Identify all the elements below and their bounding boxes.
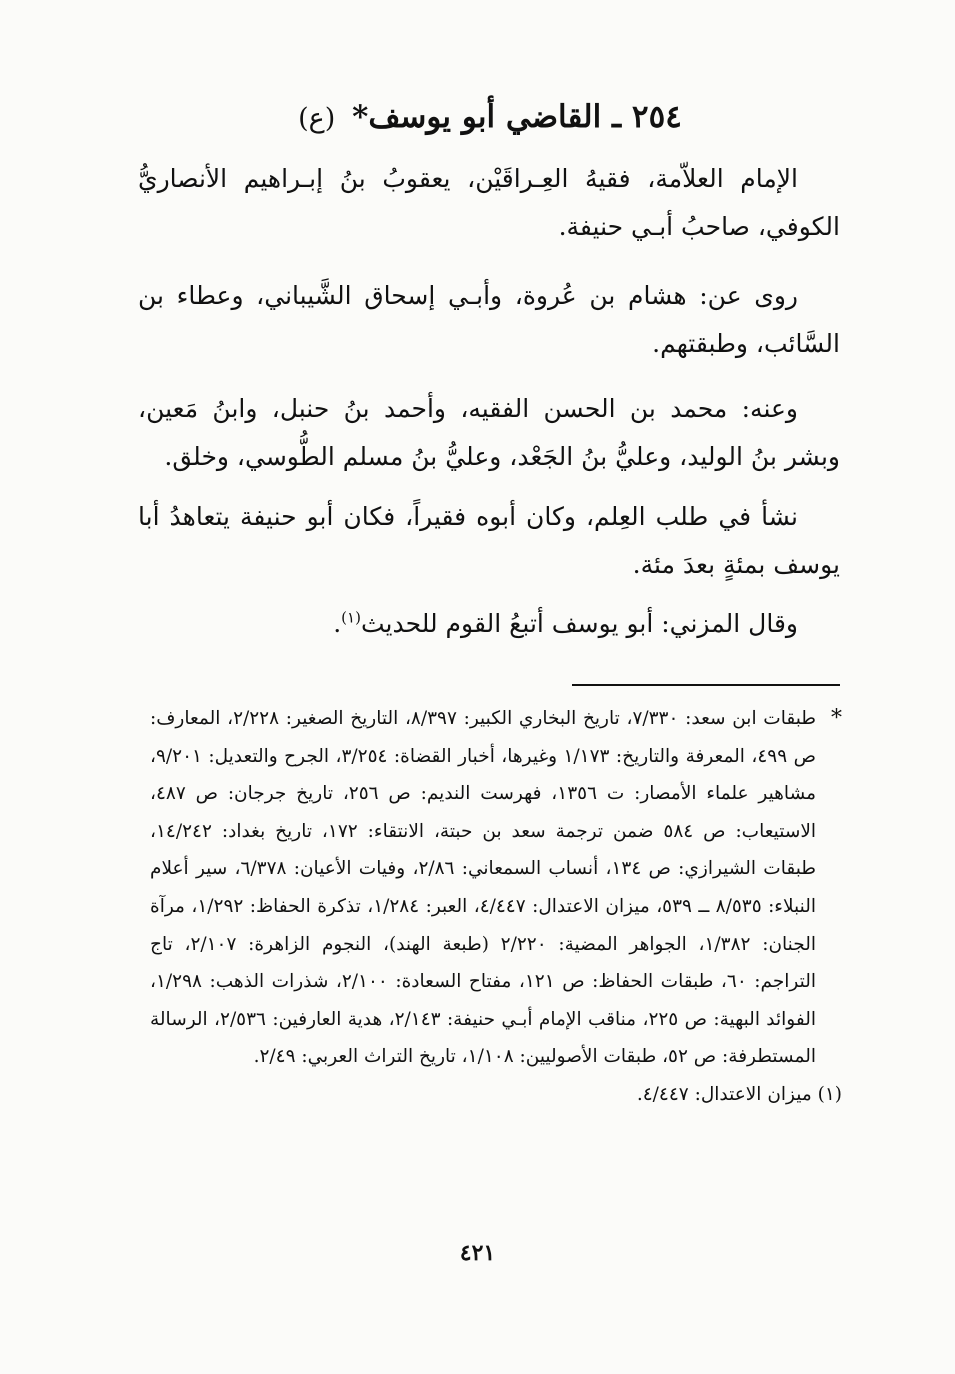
footnote-sources bbox=[150, 700, 842, 1076]
entry-dash: ـ bbox=[612, 99, 622, 135]
entry-marker: * bbox=[352, 99, 369, 135]
footnote-rule bbox=[572, 684, 840, 686]
quote-end: . bbox=[333, 609, 342, 638]
paragraph-narrated-by: وعنه: محمد بن الحسن الفقيه، وأحمد بنُ حنبل، وابنُ مَعين، وبشر بنُ الوليد، وعليُّ بنُ الجَعْد، وعليُّ بنُ مسلم الطُّوسي، وخلق. bbox=[138, 394, 840, 471]
quote-text: وقال المزني: أبو يوسف أتبعُ القوم للحديث bbox=[360, 609, 798, 638]
footnote-1: (١) ميزان الاعتدال: ٤/٤٤٧. bbox=[636, 1083, 842, 1105]
footnote-star: * bbox=[831, 706, 842, 731]
footnote-ref: (١) bbox=[341, 608, 361, 627]
footnote-sources-text: طبقات ابن سعد: ٧/٣٣٠، تاريخ البخاري الكبير: ٨/٣٩٧، التاريخ الصغير: ٢/٢٢٨، المعارف: ص ٤٩٩، المعرفة والتاريخ: ١/١٧٣ وغيرها، أخبار القضاة: ٣/٢٥٤، الجرح والتعديل: ٩/٢٠١، مشاهير علماء الأمصار: ت ١٣٥٦، فهرست النديم: ص ٢٥٦، تاريخ جرجان: ص ٤٨٧، الاستيعاب: ص ٥٨٤ ضمن ترجمة سعد بن حبتة، الانتقاء: ١٧٢، تاريخ بغداد: ١٤/٢٤٢، طبقات الشيرازي: ص ١٣٤، أنساب السمعاني: ٢/٨٦، وفيات الأعيان: ٦/٣٧٨، سير أعلام النبلاء: ٨/٥٣٥ ــ ٥٣٩، ميزان الاعتدال: ٤/٤٤٧، العبر: ١/٢٨٤، تذكرة الحفاظ: ١/٢٩٢، مرآة الجنان: ١/٣٨٢، الجواهر المضية: ٢/٢٢٠ (طبعة الهند)، النجوم الزاهرة: ٢/١٠٧، تاج التراجم: ٦٠، طبقات الحفاظ: ص ١٢١، مفتاح السعادة: ٢/١٠٠، شذرات الذهب: ١/٢٩٨، الفوائد البهية: ص ٢٢٥، مناقب الإمام أبـي حنيفة: ٢/١٤٣، هدية العارفين: ٢/٥٣٦، الرسالة المستطرفة: ص ٥٢، طبقات الأصوليين: ١/١٠٨، تاريخ التراث العربي: ٢/٤٩. bbox=[150, 708, 817, 1068]
entry-number: ٢٥٤ bbox=[631, 99, 682, 135]
entry-code: (ع) bbox=[298, 103, 336, 134]
page-number: ٤٢١ bbox=[459, 1240, 496, 1266]
paragraph-upbringing: نشأ في طلب العِلم، وكان أبوه فقيراً، فكان أبو حنيفة يتعاهدُ أبا يوسف بمئةٍ بعدَ مئة. bbox=[138, 502, 840, 579]
footnotes bbox=[150, 700, 842, 1114]
paragraph-narrated-from: روى عن: هشام بن عُروة، وأبـي إسحاق الشَّيباني، وعطاء بن السَّائب، وطبقتهم. bbox=[138, 281, 840, 358]
paragraph-muzani-quote bbox=[138, 600, 840, 648]
entry-title bbox=[140, 95, 840, 141]
entry-name: القاضي أبو يوسف bbox=[368, 99, 602, 135]
paragraph-intro: الإمام العلاّمة، فقيهُ العِـراقَيْن، يعقوبُ بنُ إبـراهيم الأنصاريُّ الكوفي، صاحبُ أبـي حنيفة. bbox=[138, 164, 840, 241]
